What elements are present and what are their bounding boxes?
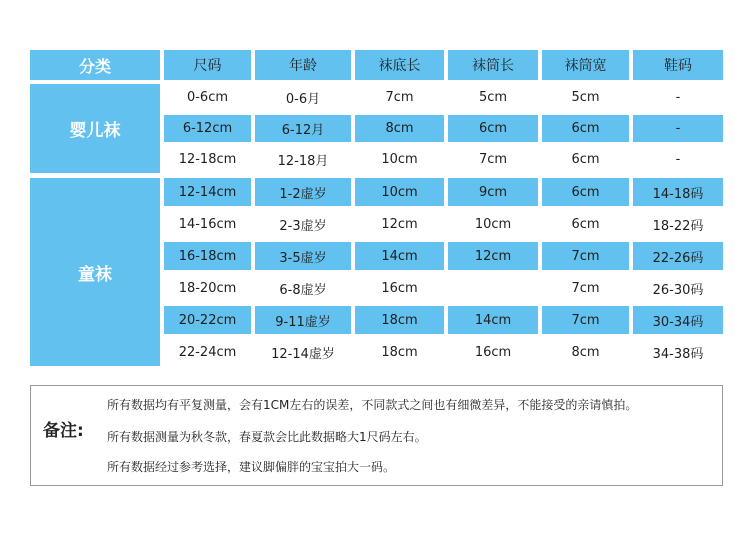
note-line: 所有数据测量为秋冬款，春夏款会比此数据略大1尺码左右。	[107, 430, 427, 444]
table-cell: 2-3虚岁	[279, 218, 327, 234]
table-cell: 12-18月	[277, 154, 329, 169]
table-cell: 8cm	[355, 115, 444, 142]
table-cell: 16-18cm	[164, 242, 251, 270]
table-cell: 18-20cm	[178, 280, 237, 296]
header-size: 尺码	[164, 50, 251, 80]
table-cell: 6cm	[571, 216, 600, 232]
header-category: 分类	[30, 50, 160, 80]
table-cell: 10cm	[381, 152, 418, 167]
table-cell: 18cm	[355, 306, 444, 334]
table-cell: 26-30码	[652, 282, 704, 298]
table-cell: 6cm	[571, 152, 600, 167]
category-baby-socks: 婴儿袜	[30, 84, 160, 173]
table-cell: 7cm	[542, 242, 629, 270]
table-cell: 14-16cm	[178, 216, 237, 232]
table-cell: 7cm	[542, 306, 629, 334]
table-cell: 12cm	[448, 242, 538, 270]
table-cell: 14cm	[355, 242, 444, 270]
table-cell: 22-24cm	[178, 344, 237, 360]
header-cuff-length: 袜筒长	[448, 50, 538, 80]
table-cell: 8cm	[571, 344, 600, 360]
table-cell: 12-18cm	[178, 152, 237, 167]
table-cell: 14cm	[448, 306, 538, 334]
table-cell: 10cm	[474, 216, 512, 232]
table-cell: 16cm	[474, 344, 512, 360]
table-cell: 18-22码	[652, 218, 704, 234]
table-cell: 1-2虚岁	[255, 178, 351, 206]
header-shoe-size: 鞋码	[633, 50, 723, 80]
table-cell: 12-14cm	[164, 178, 251, 206]
table-cell: 22-26码	[633, 242, 723, 270]
table-cell: -	[633, 115, 723, 142]
table-cell: 30-34码	[633, 306, 723, 334]
table-cell: 7cm	[478, 152, 508, 167]
table-cell: 14-18码	[633, 178, 723, 206]
note-line: 所有数据经过参考选择，建议脚偏胖的宝宝拍大一码。	[107, 460, 396, 474]
notes-label: 备注:	[43, 421, 84, 441]
table-cell: 0-6月	[285, 92, 321, 107]
table-cell: 18cm	[381, 344, 418, 360]
table-cell: 12-14虚岁	[271, 346, 335, 362]
table-cell: 12cm	[381, 216, 418, 232]
table-cell	[448, 274, 538, 302]
table-cell: -	[675, 90, 681, 105]
table-cell: 7cm	[385, 90, 414, 105]
notes-box	[30, 385, 723, 486]
table-cell: 6-12cm	[164, 115, 251, 142]
table-cell: 34-38码	[652, 346, 704, 362]
size-chart-table	[30, 50, 723, 366]
table-cell: 10cm	[355, 178, 444, 206]
table-cell: -	[675, 152, 681, 167]
table-cell: 5cm	[571, 90, 600, 105]
table-cell: 6cm	[448, 115, 538, 142]
table-cell: 9-11虚岁	[255, 306, 351, 334]
table-cell: 6-8虚岁	[279, 282, 327, 298]
table-cell: 9cm	[448, 178, 538, 206]
table-cell: 0-6cm	[186, 90, 229, 105]
table-cell: 6cm	[542, 115, 629, 142]
table-cell: 6-12月	[255, 115, 351, 142]
note-line: 所有数据均有平复测量，会有1CM左右的误差，不同款式之间也有细微差异，不能接受的亲请慎拍。	[107, 398, 638, 412]
table-cell: 3-5虚岁	[255, 242, 351, 270]
header-cuff-width: 袜筒宽	[542, 50, 629, 80]
table-cell: 20-22cm	[164, 306, 251, 334]
header-sole-length: 袜底长	[355, 50, 444, 80]
category-kids-socks: 童袜	[30, 178, 160, 366]
table-cell: 7cm	[571, 280, 600, 296]
table-cell: 5cm	[478, 90, 508, 105]
table-cell: 16cm	[381, 280, 418, 296]
header-age: 年龄	[255, 50, 351, 80]
table-cell: 6cm	[542, 178, 629, 206]
